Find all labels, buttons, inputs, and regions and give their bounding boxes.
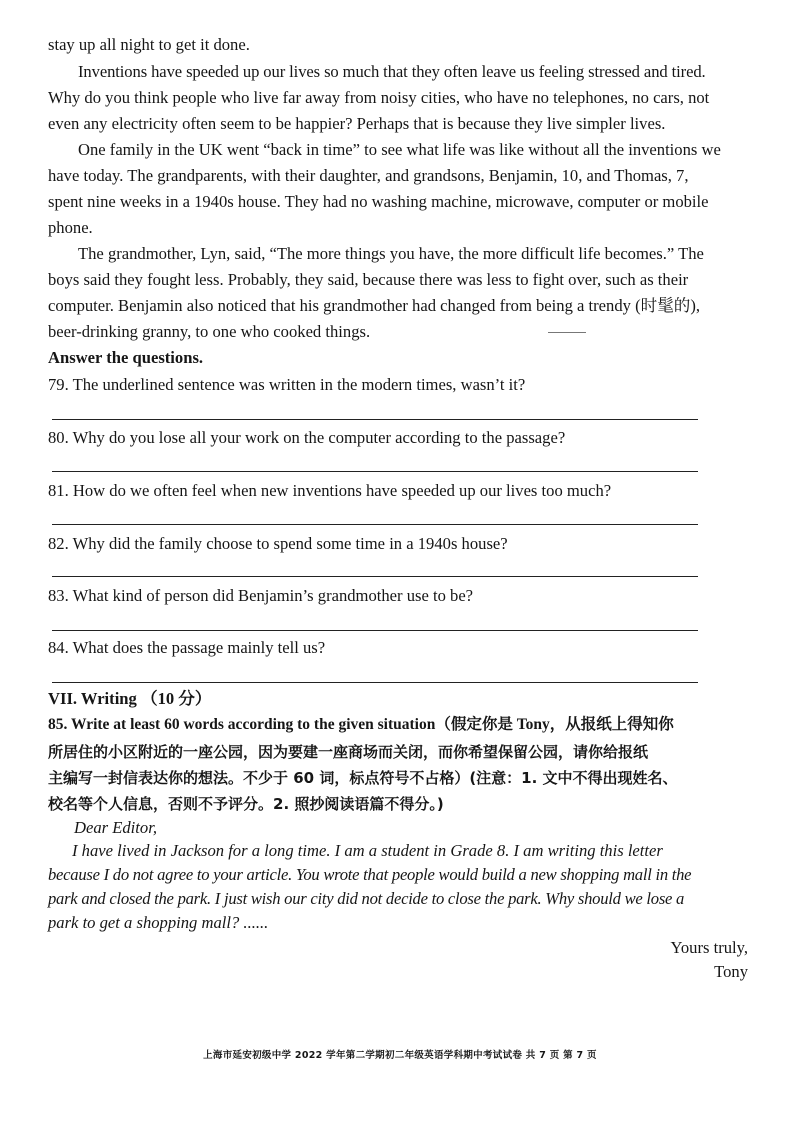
question-84: 84. What does the passage mainly tell us? (48, 638, 326, 657)
letter-line: park and closed the park. I just wish our city did not decide to close the park. Why should we lose a (48, 889, 685, 908)
question-79: 79. The underlined sentence was written in the modern times, wasn’t it? (48, 375, 526, 394)
answer-line-82[interactable] (52, 576, 698, 577)
answer-line-79[interactable] (52, 419, 698, 420)
passage-line: even any electricity often seem to be happier? Perhaps that is because they live simpler lives. (48, 114, 666, 133)
writing-prompt-line: 主编写一封信表达你的想法。不少于 60 词，标点符号不占格）(注意：1. 文中不得出现姓名、 (48, 769, 678, 787)
passage-line: spent nine weeks in a 1940s house. They had no washing machine, microwave, computer or mobile (48, 192, 709, 211)
passage-line: Why do you think people who live far away from noisy cities, who have no telephones, no cars, not (48, 88, 710, 107)
letter-line: because I do not agree to your article. You wrote that people would build a new shopping mall in the (48, 865, 692, 884)
passage-line: Inventions have speeded up our lives so much that they often leave us feeling stressed and tired. (78, 62, 706, 81)
passage-line: have today. The grandparents, with their daughter, and grandsons, Benjamin, 10, and Thomas, 7, (48, 166, 689, 185)
letter-closing: Yours truly, (670, 938, 748, 957)
answer-line-80[interactable] (52, 471, 698, 472)
passage-line: One family in the UK went “back in time” to see what life was like without all the inventions we (78, 140, 721, 159)
answer-line-84[interactable] (52, 682, 698, 683)
writing-prompt-line: 校名等个人信息，否则不予评分。2. 照抄阅读语篇不得分。) (48, 795, 444, 813)
question-81: 81. How do we often feel when new inventions have speeded up our lives too much? (48, 481, 612, 500)
writing-prompt-line: 所居住的小区附近的一座公园，因为要建一座商场而关闭，而你希望保留公园，请你给报纸 (48, 743, 649, 761)
letter-signature: Tony (714, 962, 748, 981)
question-80: 80. Why do you lose all your work on the computer according to the passage? (48, 428, 566, 447)
answer-line-83[interactable] (52, 630, 698, 631)
passage-line: The grandmother, Lyn, said, “The more things you have, the more difficult life becomes.” The (78, 244, 704, 263)
letter-line: I have lived in Jackson for a long time. I am a student in Grade 8. I am writing this letter (72, 841, 663, 860)
pen-mark (548, 332, 586, 333)
writing-prompt-line: 85. Write at least 60 words according to the given situation（假定你是 Tony，从报纸上得知你 (48, 716, 674, 733)
passage-line: boys said they fought less. Probably, they said, because there was less to fight over, such as their (48, 270, 689, 289)
page-footer: 上海市延安初级中学 2022 学年第二学期初二年级英语学科期中考试试卷 共 7 页 第 7 页 (203, 1050, 597, 1061)
letter-line: park to get a shopping mall? ...... (48, 913, 269, 932)
passage-line: computer. Benjamin also noticed that his grandmother had changed from being a trendy (时髦的), (48, 296, 701, 315)
passage-line: stay up all night to get it done. (48, 35, 250, 54)
question-83: 83. What kind of person did Benjamin’s grandmother use to be? (48, 586, 474, 605)
letter-salutation: Dear Editor, (74, 818, 157, 837)
passage-line: phone. (48, 218, 93, 237)
answer-line-81[interactable] (52, 524, 698, 525)
passage-line: beer-drinking granny, to one who cooked things. (48, 322, 371, 341)
section-heading: Answer the questions. (48, 348, 204, 367)
writing-heading: VII. Writing （10 分） (48, 689, 212, 708)
question-82: 82. Why did the family choose to spend some time in a 1940s house? (48, 534, 508, 553)
